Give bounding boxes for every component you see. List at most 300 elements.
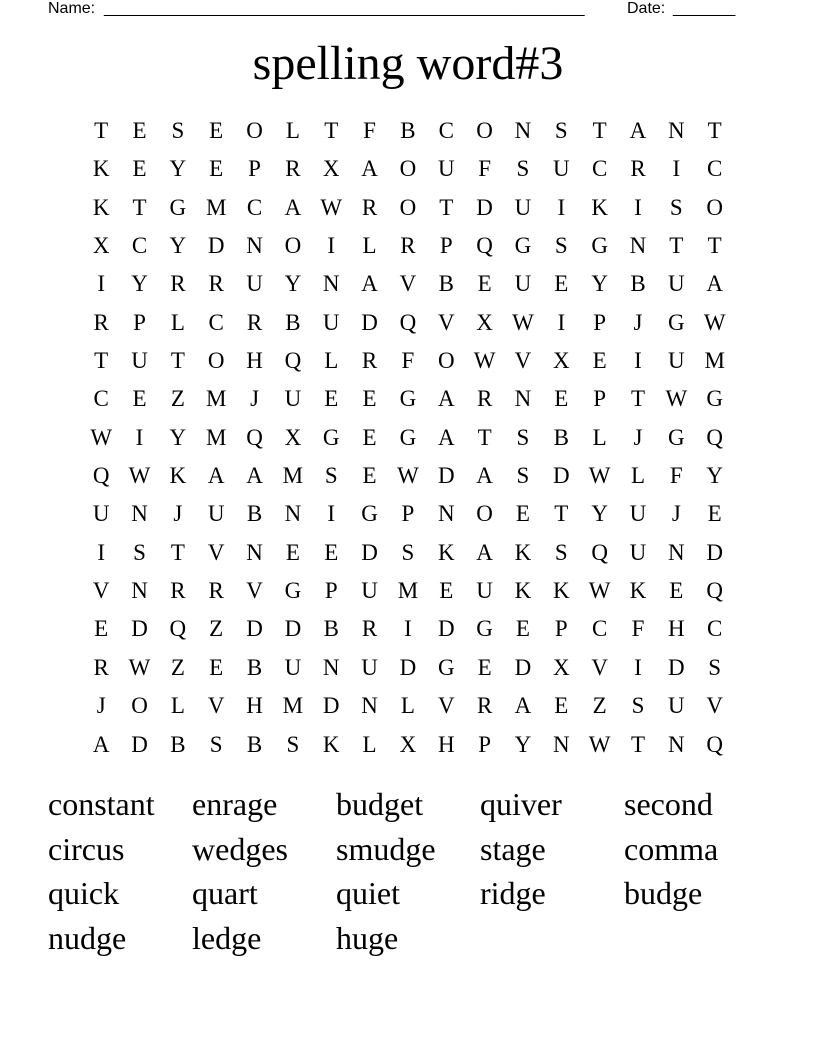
- grid-letter: O: [284, 233, 302, 259]
- grid-letter: A: [437, 386, 455, 412]
- grid-letter: E: [669, 578, 684, 604]
- grid-letter: N: [322, 271, 340, 297]
- grid-letter: D: [706, 539, 723, 565]
- grid-letter: R: [170, 271, 186, 297]
- grid-letter: X: [399, 731, 417, 757]
- grid-letter: P: [133, 309, 146, 335]
- grid-letter: D: [514, 654, 532, 680]
- grid-letter: G: [399, 386, 417, 412]
- grid-letter: R: [170, 578, 186, 604]
- grid-letter: I: [97, 271, 105, 297]
- grid-letter: D: [246, 616, 263, 642]
- grid-letter: V: [399, 271, 417, 297]
- grid-letter: U: [131, 348, 148, 374]
- grid-letter: I: [634, 654, 642, 680]
- grid-letter: W: [128, 463, 151, 489]
- grid-letter: S: [708, 654, 722, 680]
- grid-letter: F: [478, 156, 491, 182]
- grid-letter: K: [514, 539, 532, 565]
- grid-letter: B: [246, 501, 263, 527]
- grid-letter: C: [707, 616, 723, 642]
- word-list-item: enrage: [192, 786, 278, 822]
- grid-letter: D: [437, 616, 455, 642]
- grid-letter: E: [707, 501, 722, 527]
- grid-letter: Q: [476, 233, 493, 259]
- grid-letter: N: [668, 539, 685, 565]
- grid-letter: Q: [706, 731, 723, 757]
- grid-letter: E: [324, 386, 339, 412]
- grid-letter: W: [588, 731, 611, 757]
- grid-letter: S: [554, 118, 568, 143]
- word-list-item: ridge: [480, 875, 546, 911]
- grid-letter: O: [476, 118, 493, 143]
- grid-letter: J: [250, 386, 260, 412]
- grid-letter: U: [92, 501, 110, 527]
- grid-letter: F: [401, 348, 415, 374]
- grid-letter: T: [669, 233, 684, 259]
- grid-letter: K: [514, 578, 532, 604]
- grid-letter: B: [170, 731, 186, 757]
- grid-letter: K: [552, 578, 570, 604]
- grid-letter: N: [246, 539, 263, 565]
- grid-letter: Y: [591, 501, 608, 527]
- grid-letter: P: [593, 309, 607, 335]
- grid-letter: J: [173, 501, 183, 527]
- grid-letter: L: [362, 233, 377, 259]
- grid-letter: Q: [92, 463, 110, 489]
- grid-letter: M: [205, 424, 227, 450]
- grid-letter: J: [96, 693, 106, 719]
- grid-letter: H: [437, 731, 455, 757]
- grid-letter: E: [554, 693, 569, 719]
- grid-letter: V: [706, 693, 723, 719]
- grid-letter: G: [591, 233, 608, 259]
- grid-letter: T: [132, 194, 147, 220]
- grid-letter: U: [246, 271, 263, 297]
- grid-letter: E: [209, 118, 224, 143]
- grid-letter: A: [361, 271, 378, 297]
- grid-letter: N: [246, 233, 263, 259]
- grid-letter: I: [634, 194, 642, 220]
- grid-letter: E: [324, 539, 339, 565]
- grid-letter: Q: [284, 348, 302, 374]
- word-list-item: ledge: [192, 919, 262, 956]
- grid-letter: N: [322, 654, 340, 680]
- grid-letter: V: [437, 693, 455, 719]
- grid-letter: I: [672, 156, 681, 182]
- grid-letter: D: [131, 616, 148, 642]
- grid-letter: L: [400, 693, 415, 719]
- grid-letter: B: [553, 424, 569, 450]
- word-list-item: quiet: [336, 875, 400, 911]
- grid-letter: C: [438, 118, 454, 143]
- grid-letter: A: [361, 156, 378, 182]
- grid-letter: D: [437, 463, 455, 489]
- grid-letter: P: [478, 731, 491, 757]
- grid-letter: X: [92, 233, 110, 259]
- grid-letter: T: [439, 194, 454, 220]
- grid-letter: R: [208, 271, 224, 297]
- grid-letter: L: [362, 731, 377, 757]
- word-list-item: second: [624, 786, 713, 822]
- grid-letter: Q: [706, 578, 723, 604]
- grid-letter: V: [246, 578, 263, 604]
- grid-letter: B: [323, 616, 339, 642]
- grid-letter: H: [246, 348, 263, 374]
- word-list-item: quart: [192, 875, 258, 911]
- grid-letter: D: [284, 616, 302, 642]
- grid-letter: K: [437, 539, 455, 565]
- grid-letter: K: [591, 194, 608, 220]
- grid-letter: O: [437, 348, 455, 374]
- word-list-item: wedges: [192, 830, 288, 867]
- grid-letter: N: [668, 118, 685, 143]
- grid-letter: S: [133, 539, 146, 565]
- grid-letter: R: [630, 156, 646, 182]
- grid-letter: H: [246, 693, 263, 719]
- grid-letter: V: [514, 348, 532, 374]
- grid-letter: S: [401, 539, 415, 565]
- grid-letter: U: [284, 386, 302, 412]
- grid-letter: M: [282, 693, 304, 719]
- grid-letter: R: [476, 693, 493, 719]
- grid-letter: Q: [399, 309, 417, 335]
- grid-letter: T: [554, 501, 569, 527]
- grid-letter: S: [171, 118, 185, 143]
- grid-letter: Q: [706, 424, 723, 450]
- grid-letter: U: [514, 194, 532, 220]
- grid-letter: N: [131, 578, 148, 604]
- grid-letter: S: [209, 731, 223, 757]
- grid-letter: D: [131, 731, 148, 757]
- grid-letter: G: [476, 616, 493, 642]
- grid-letter: J: [633, 309, 643, 335]
- grid-letter: G: [437, 654, 455, 680]
- grid-letter: A: [207, 463, 225, 489]
- grid-letter: U: [629, 539, 647, 565]
- word-list-item: quiver: [480, 786, 562, 822]
- grid-letter: V: [207, 539, 225, 565]
- grid-letter: U: [668, 348, 685, 374]
- grid-letter: P: [439, 233, 453, 259]
- grid-letter: N: [514, 386, 532, 412]
- grid-letter: G: [668, 424, 685, 450]
- grid-letter: I: [404, 616, 412, 642]
- grid-letter: I: [557, 309, 566, 335]
- grid-letter: E: [94, 616, 109, 642]
- grid-letter: T: [707, 118, 722, 143]
- grid-letter: F: [363, 118, 376, 143]
- grid-letter: K: [629, 578, 647, 604]
- grid-letter: A: [92, 731, 110, 757]
- grid-letter: B: [630, 271, 646, 297]
- grid-letter: E: [209, 654, 224, 680]
- grid-letter: G: [284, 578, 302, 604]
- grid-letter: D: [207, 233, 225, 259]
- grid-letter: Y: [131, 271, 148, 297]
- date-field[interactable]: _______: [673, 0, 736, 17]
- name-field[interactable]: ______________________________________________________: [104, 0, 585, 17]
- grid-letter: S: [516, 463, 530, 489]
- grid-letter: U: [668, 271, 685, 297]
- grid-letter: N: [668, 731, 685, 757]
- word-list-item: comma: [624, 830, 719, 867]
- grid-letter: N: [552, 731, 570, 757]
- grid-letter: E: [362, 424, 377, 450]
- grid-letter: M: [282, 463, 304, 489]
- word-list-item: smudge: [336, 830, 436, 867]
- grid-letter: D: [361, 539, 378, 565]
- word-list-item: stage: [480, 830, 546, 867]
- grid-letter: S: [554, 539, 568, 565]
- grid-letter: N: [437, 501, 455, 527]
- grid-letter: O: [476, 501, 493, 527]
- grid-letter: B: [400, 118, 416, 143]
- grid-letter: U: [552, 156, 570, 182]
- grid-letter: R: [400, 233, 416, 259]
- grid-letter: O: [706, 194, 723, 220]
- grid-letter: Y: [169, 424, 187, 450]
- grid-letter: W: [588, 578, 611, 604]
- grid-letter: O: [399, 156, 417, 182]
- grid-letter: E: [554, 271, 569, 297]
- grid-letter: I: [97, 539, 105, 565]
- grid-letter: E: [362, 463, 377, 489]
- grid-letter: E: [592, 348, 607, 374]
- grid-letter: R: [93, 654, 109, 680]
- grid-letter: G: [361, 501, 378, 527]
- grid-letter: Y: [284, 271, 302, 297]
- grid-letter: D: [552, 463, 570, 489]
- grid-letter: E: [285, 539, 300, 565]
- grid-letter: A: [514, 693, 532, 719]
- grid-letter: Y: [169, 156, 187, 182]
- grid-letter: P: [554, 616, 568, 642]
- grid-letter: N: [514, 118, 532, 143]
- grid-letter: O: [246, 118, 263, 143]
- grid-letter: B: [246, 654, 263, 680]
- grid-letter: N: [629, 233, 647, 259]
- grid-letter: U: [629, 501, 647, 527]
- name-label: Name:: [48, 0, 96, 17]
- grid-letter: G: [399, 424, 417, 450]
- grid-letter: I: [634, 348, 642, 374]
- grid-letter: N: [131, 501, 148, 527]
- grid-letter: Q: [591, 539, 608, 565]
- grid-letter: V: [207, 693, 225, 719]
- grid-letter: W: [397, 463, 419, 489]
- grid-letter: E: [362, 386, 377, 412]
- grid-letter: T: [630, 386, 646, 412]
- grid-letter: T: [94, 348, 109, 374]
- grid-letter: E: [132, 386, 147, 412]
- grid-letter: E: [439, 578, 454, 604]
- grid-letter: U: [476, 578, 493, 604]
- grid-letter: G: [322, 424, 340, 450]
- grid-letter: Q: [246, 424, 263, 450]
- grid-letter: P: [593, 386, 607, 412]
- grid-letter: U: [437, 156, 455, 182]
- grid-letter: C: [591, 156, 608, 182]
- grid-letter: V: [591, 654, 608, 680]
- grid-letter: J: [633, 424, 643, 450]
- grid-letter: W: [128, 654, 151, 680]
- grid-letter: L: [170, 693, 185, 719]
- grid-letter: O: [399, 194, 417, 220]
- grid-letter: X: [322, 156, 340, 182]
- grid-letter: L: [285, 118, 300, 143]
- grid-letter: P: [324, 578, 338, 604]
- word-list-item: constant: [48, 786, 155, 822]
- grid-letter: Z: [209, 616, 224, 642]
- grid-letter: E: [515, 501, 530, 527]
- grid-letter: R: [361, 616, 378, 642]
- grid-letter: E: [554, 386, 569, 412]
- grid-letter: X: [284, 424, 302, 450]
- grid-letter: I: [135, 424, 144, 450]
- grid-letter: A: [476, 463, 493, 489]
- grid-letter: I: [557, 194, 566, 220]
- grid-letter: B: [438, 271, 454, 297]
- grid-letter: N: [361, 693, 378, 719]
- grid-letter: W: [512, 309, 534, 335]
- grid-letter: V: [92, 578, 110, 604]
- grid-letter: E: [132, 156, 147, 182]
- grid-letter: H: [668, 616, 685, 642]
- grid-letter: L: [592, 424, 607, 450]
- grid-letter: L: [630, 463, 646, 489]
- grid-letter: M: [205, 194, 227, 220]
- grid-letter: D: [399, 654, 417, 680]
- grid-letter: O: [207, 348, 225, 374]
- grid-letter: W: [665, 386, 688, 412]
- word-search-grid: [82, 112, 734, 764]
- grid-letter: C: [591, 616, 608, 642]
- grid-letter: Z: [170, 386, 185, 412]
- grid-letter: T: [477, 424, 492, 450]
- grid-letter: S: [516, 424, 530, 450]
- grid-letter: U: [668, 693, 685, 719]
- grid-letter: R: [476, 386, 493, 412]
- grid-letter: G: [706, 386, 723, 412]
- word-list-item: quick: [48, 875, 120, 911]
- grid-letter: N: [284, 501, 302, 527]
- grid-letter: T: [324, 118, 339, 143]
- grid-letter: X: [552, 348, 570, 374]
- grid-letter: M: [397, 578, 419, 604]
- grid-letter: W: [588, 463, 611, 489]
- grid-letter: B: [246, 731, 263, 757]
- grid-letter: A: [629, 118, 647, 143]
- grid-letter: U: [361, 578, 378, 604]
- grid-letter: E: [132, 118, 147, 143]
- grid-letter: U: [284, 654, 302, 680]
- grid-letter: C: [131, 233, 148, 259]
- grid-letter: Y: [706, 463, 723, 489]
- grid-letter: Z: [592, 693, 607, 719]
- grid-letter: U: [361, 654, 378, 680]
- grid-letter: W: [320, 194, 343, 220]
- word-list-item: huge: [336, 919, 399, 956]
- grid-letter: X: [476, 309, 493, 335]
- grid-letter: L: [170, 309, 185, 335]
- grid-letter: R: [361, 194, 378, 220]
- grid-letter: R: [246, 309, 263, 335]
- word-list-item: budget: [336, 786, 424, 822]
- grid-letter: E: [515, 616, 530, 642]
- grid-letter: D: [668, 654, 685, 680]
- grid-letter: U: [514, 271, 532, 297]
- grid-letter: M: [205, 386, 227, 412]
- grid-letter: A: [284, 194, 302, 220]
- grid-letter: S: [669, 194, 683, 220]
- grid-letter: K: [322, 731, 340, 757]
- page-title: spelling word#3: [252, 37, 564, 90]
- grid-letter: S: [631, 693, 645, 719]
- grid-letter: K: [169, 463, 187, 489]
- grid-letter: J: [671, 501, 681, 527]
- grid-letter: Y: [591, 271, 608, 297]
- grid-letter: I: [327, 233, 336, 259]
- grid-letter: S: [324, 463, 338, 489]
- grid-letter: B: [285, 309, 301, 335]
- grid-letter: P: [401, 501, 415, 527]
- grid-letter: T: [630, 731, 646, 757]
- grid-letter: T: [94, 118, 109, 143]
- grid-letter: C: [246, 194, 263, 220]
- grid-letter: F: [669, 463, 683, 489]
- word-list-item: budge: [624, 875, 703, 911]
- grid-letter: Z: [170, 654, 185, 680]
- grid-letter: W: [703, 309, 726, 335]
- grid-letter: T: [592, 118, 607, 143]
- grid-letter: S: [554, 233, 568, 259]
- grid-letter: R: [285, 156, 301, 182]
- grid-letter: G: [514, 233, 532, 259]
- word-list: [48, 782, 768, 960]
- grid-letter: U: [322, 309, 340, 335]
- grid-letter: W: [473, 348, 496, 374]
- word-list-item: circus: [48, 830, 125, 867]
- grid-letter: I: [327, 501, 336, 527]
- grid-letter: Y: [169, 233, 187, 259]
- grid-letter: M: [704, 348, 725, 374]
- grid-letter: C: [707, 156, 723, 182]
- grid-letter: T: [170, 348, 185, 374]
- grid-letter: S: [516, 156, 530, 182]
- header: [48, 0, 748, 20]
- date-label: Date:: [627, 0, 666, 17]
- grid-letter: G: [668, 309, 685, 335]
- grid-letter: R: [208, 578, 224, 604]
- grid-letter: R: [93, 309, 109, 335]
- grid-letter: E: [477, 654, 492, 680]
- grid-letter: T: [170, 539, 185, 565]
- grid-letter: D: [322, 693, 340, 719]
- grid-letter: E: [209, 156, 224, 182]
- grid-letter: Q: [169, 616, 187, 642]
- grid-letter: X: [552, 654, 570, 680]
- grid-letter: O: [131, 693, 148, 719]
- grid-letter: V: [437, 309, 455, 335]
- grid-letter: G: [169, 194, 187, 220]
- grid-letter: K: [92, 194, 110, 220]
- grid-letter: F: [631, 616, 645, 642]
- grid-letter: E: [477, 271, 492, 297]
- grid-letter: P: [248, 156, 261, 182]
- grid-letter: K: [92, 156, 110, 182]
- grid-letter: D: [361, 309, 378, 335]
